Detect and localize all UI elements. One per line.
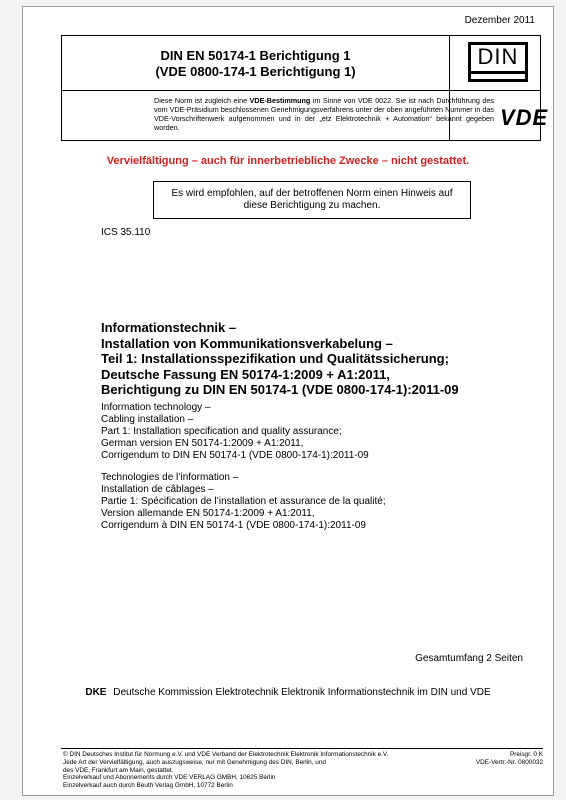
title-german: Informationstechnik – Installation von Kommunikationsverkabelung – Teil 1: Installationsspezifikation und Qualitätssicherung; Deutsche Fassung EN 50174-1:2009 + A1:2011, Berichtigung zu DIN EN 50174-1 (VDE 0800-174-1):2011-09 xyxy=(101,320,459,397)
dke-name: Deutsche Kommission Elektrotechnik Elektronik Informationstechnik im DIN und VDE xyxy=(113,687,491,698)
ics-code: ICS 35.110 xyxy=(101,227,151,238)
recommendation-text: Es wird empfohlen, auf der betroffenen Norm einen Hinweis auf diese Berichtigung zu machen. xyxy=(171,188,453,211)
vde-logo: VDE xyxy=(500,105,549,130)
copy-warning: Vervielfältigung – auch für innerbetriebliche Zwecke – nicht gestattet. xyxy=(106,155,470,167)
header-divider-horizontal xyxy=(62,90,540,91)
standard-title-line1: DIN EN 50174-1 Berichtigung 1 xyxy=(160,48,351,63)
vde-note-text: Diese Norm ist zugleich eine xyxy=(154,96,250,105)
vde-note-bold: VDE-Bestimmung xyxy=(249,96,311,105)
din-logo-bar xyxy=(471,71,525,74)
copyright-notice: © DIN Deutsches Institut für Normung e.V. und VDE Verband der Elektrotechnik Elektronik Informationstechnik e.V. Jede Art der Vervielfältigung, auch auszugsweise, nur mit Genehmigung des DIN, Berlin, und des VDE, Frankfurt am Main, gestattet. Einzelverkauf und Abonnements durch VDE VERLAG GMBH, 10625 Berlin Einzelverkauf auch durch Beuth Verlag GmbH, 10772 Berlin xyxy=(63,751,389,790)
vde-note xyxy=(154,96,494,132)
issue-date: Dezember 2011 xyxy=(464,15,535,26)
standard-title-line2: (VDE 0800-174-1 Berichtigung 1) xyxy=(155,64,356,79)
dke-abbr: DKE xyxy=(85,687,107,698)
standard-title xyxy=(62,48,449,80)
document-page xyxy=(22,6,554,796)
din-logo-text: DIN xyxy=(477,44,519,69)
total-pages: Gesamtumfang 2 Seiten xyxy=(415,653,523,664)
dke-line xyxy=(23,687,553,698)
vde-note-text-end: im Sinne von VDE 0022. Sie ist nach Durchführung des vom VDE-Präsidium beschlossenen Genehmigungsverfahrens unter der oben angeführten Nummer in das VDE-Vorschriftenwerk aufgenommen und in der „etz Elektrotechnik + Automation“ bekannt gegeben worden. xyxy=(154,96,495,132)
footer-divider xyxy=(61,748,543,749)
recommendation-box xyxy=(153,181,471,219)
price-group: Preisgr. 0 K VDE-Vertr.-Nr. 0800032 xyxy=(475,751,543,766)
title-english: Information technology – Cabling installation – Part 1: Installation specification and quality assurance; German version EN 50174-1:2009 + A1:2011, Corrigendum to DIN EN 50174-1 (VDE 0800-174-1):2011-09 xyxy=(101,402,369,461)
header-box xyxy=(61,35,549,141)
din-logo xyxy=(468,42,528,82)
title-french: Technologies de l’information – Installation de câblages – Partie 1: Spécification de l’installation et assurance de la qualité; Version allemande EN 50174-1:2009 + A1:2011, Corrigendum à DIN EN 50174-1 (VDE 0800-174-1):2011-09 xyxy=(101,472,386,531)
